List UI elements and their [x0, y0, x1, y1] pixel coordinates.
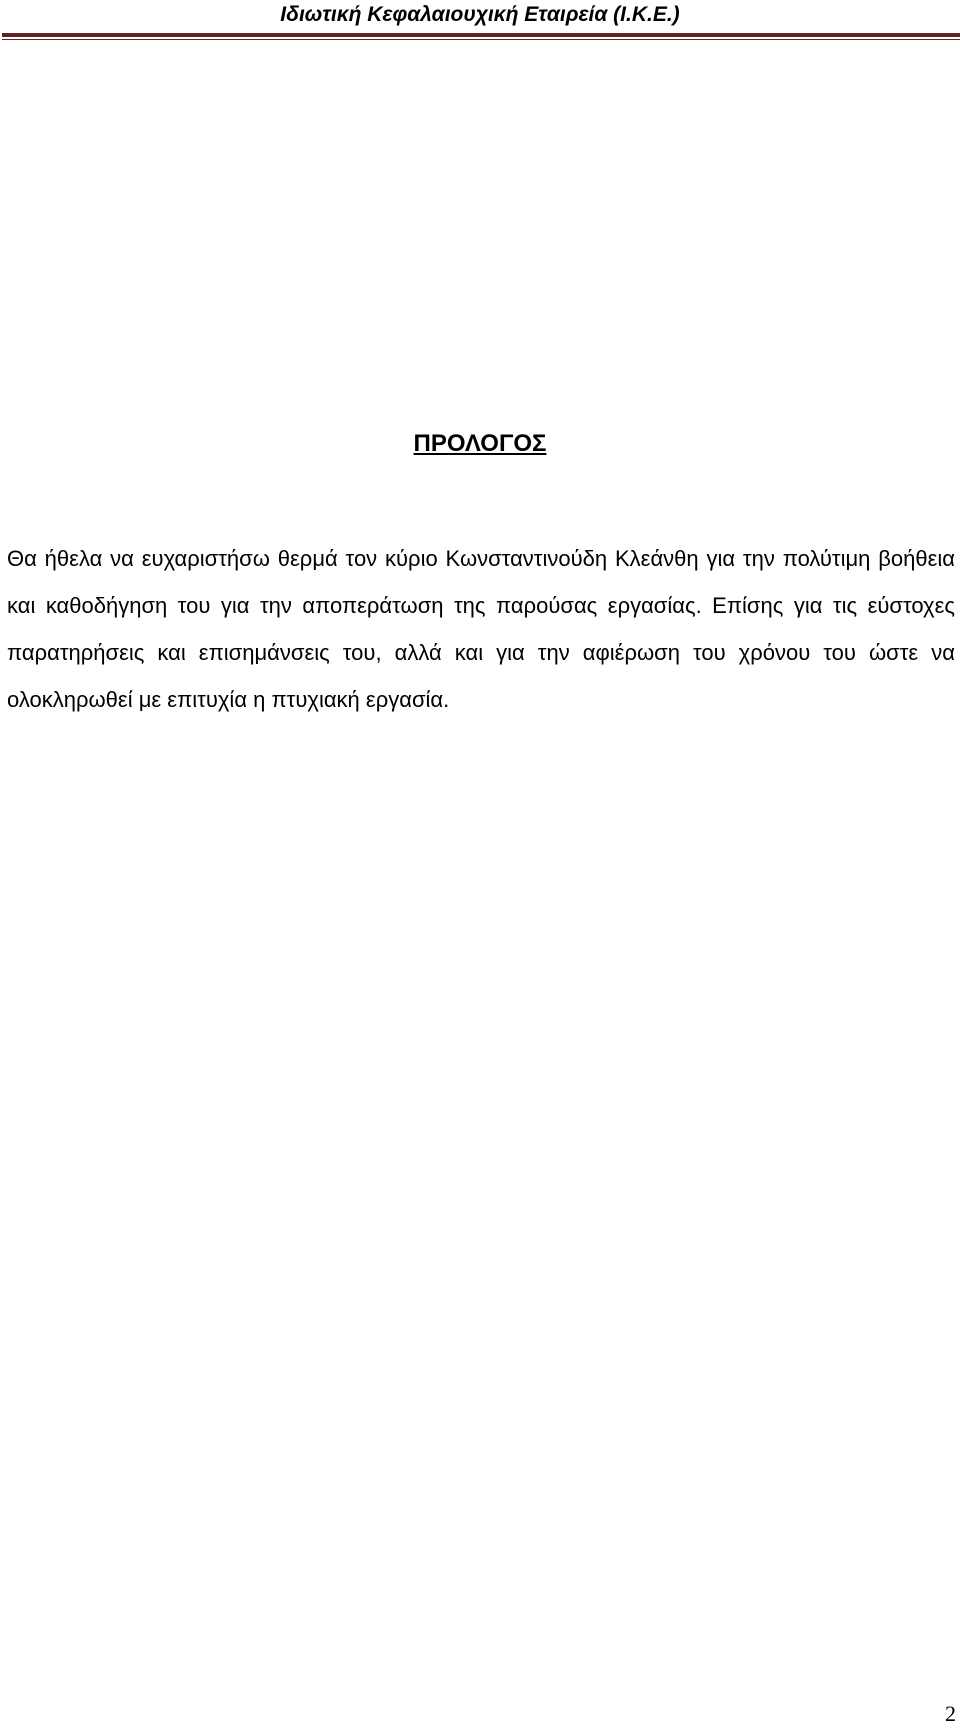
running-header-title: Ιδιωτική Κεφαλαιουχική Εταιρεία (Ι.Κ.Ε.): [280, 3, 680, 26]
header-rule-thick: [2, 33, 960, 37]
section-title: ΠΡΟΛΟΓΟΣ: [413, 430, 547, 457]
page-number: 2: [945, 1701, 956, 1726]
body-paragraph: Θα ήθελα να ευχαριστήσω θερμά τον κύριο Κωνσταντινούδη Κλεάνθη για την πολύτιμη βοήθεια και καθοδήγηση του για την αποπεράτωση της παρούσας εργασίας. Επίσης για τις εύστοχες παρατηρήσεις και επισημάνσεις του, αλλά και για την αφιέρωση του χρόνου του ώστε να ολοκληρωθεί με επιτυχία η πτυχιακή εργασία.: [7, 546, 955, 712]
header-rule-thin: [2, 39, 960, 40]
